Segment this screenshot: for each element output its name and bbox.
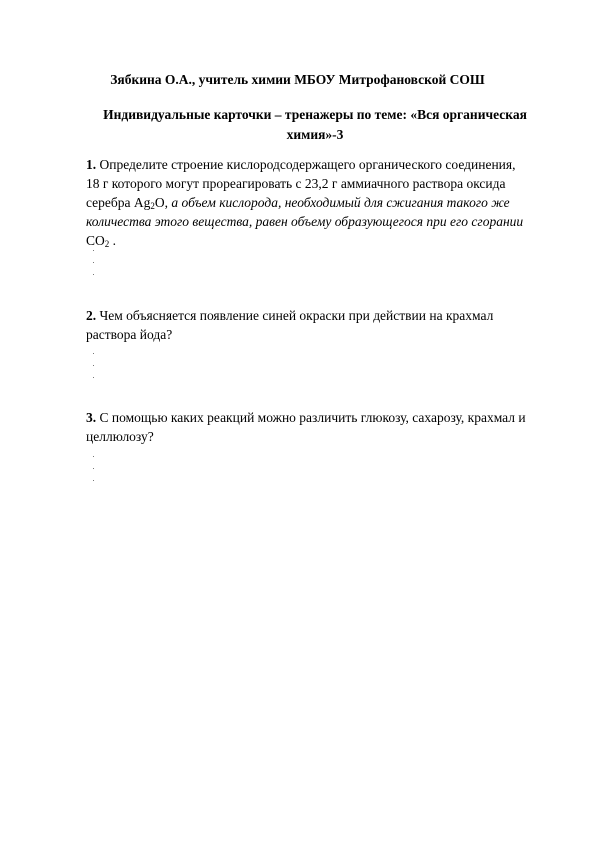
question-1-sub-a: 2: [150, 201, 155, 211]
question-1-text-c: CO: [86, 233, 105, 248]
question-2-number: 2.: [86, 308, 97, 323]
author-line: Зябкина О.А., учитель химии МБОУ Митрофановской СОШ: [110, 72, 485, 87]
question-1-italic: а объем кислорода, необходимый для сжигания такого же количества этого вещества, равен объему образующегося при его сгорании: [86, 195, 524, 229]
question-1-number: 1.: [86, 157, 97, 172]
question-2: [86, 306, 526, 344]
question-1-text-b: O,: [154, 195, 172, 210]
question-1: [86, 155, 526, 250]
worksheet-title: Индивидуальные карточки – тренажеры по теме: «Вся органическая химия»-3: [103, 107, 527, 142]
question-3: [86, 408, 526, 446]
question-3-number: 3.: [86, 410, 97, 425]
question-2-text: Чем объясняется появление синей окраски при действии на крахмал раствора йода?: [86, 308, 494, 342]
question-1-text-d: .: [109, 233, 117, 248]
question-3-text: С помощью каких реакций можно различить глюкозу, сахарозу, крахмал и целлюлозу?: [86, 410, 526, 444]
question-1-sub-c: 2: [104, 239, 110, 249]
question-1-text-a: Определите строение кислородсодержащего органического соединения, 18 г которого могут прореагировать с 23,2 г аммиачного раствора оксида серебра Ag: [86, 157, 516, 210]
